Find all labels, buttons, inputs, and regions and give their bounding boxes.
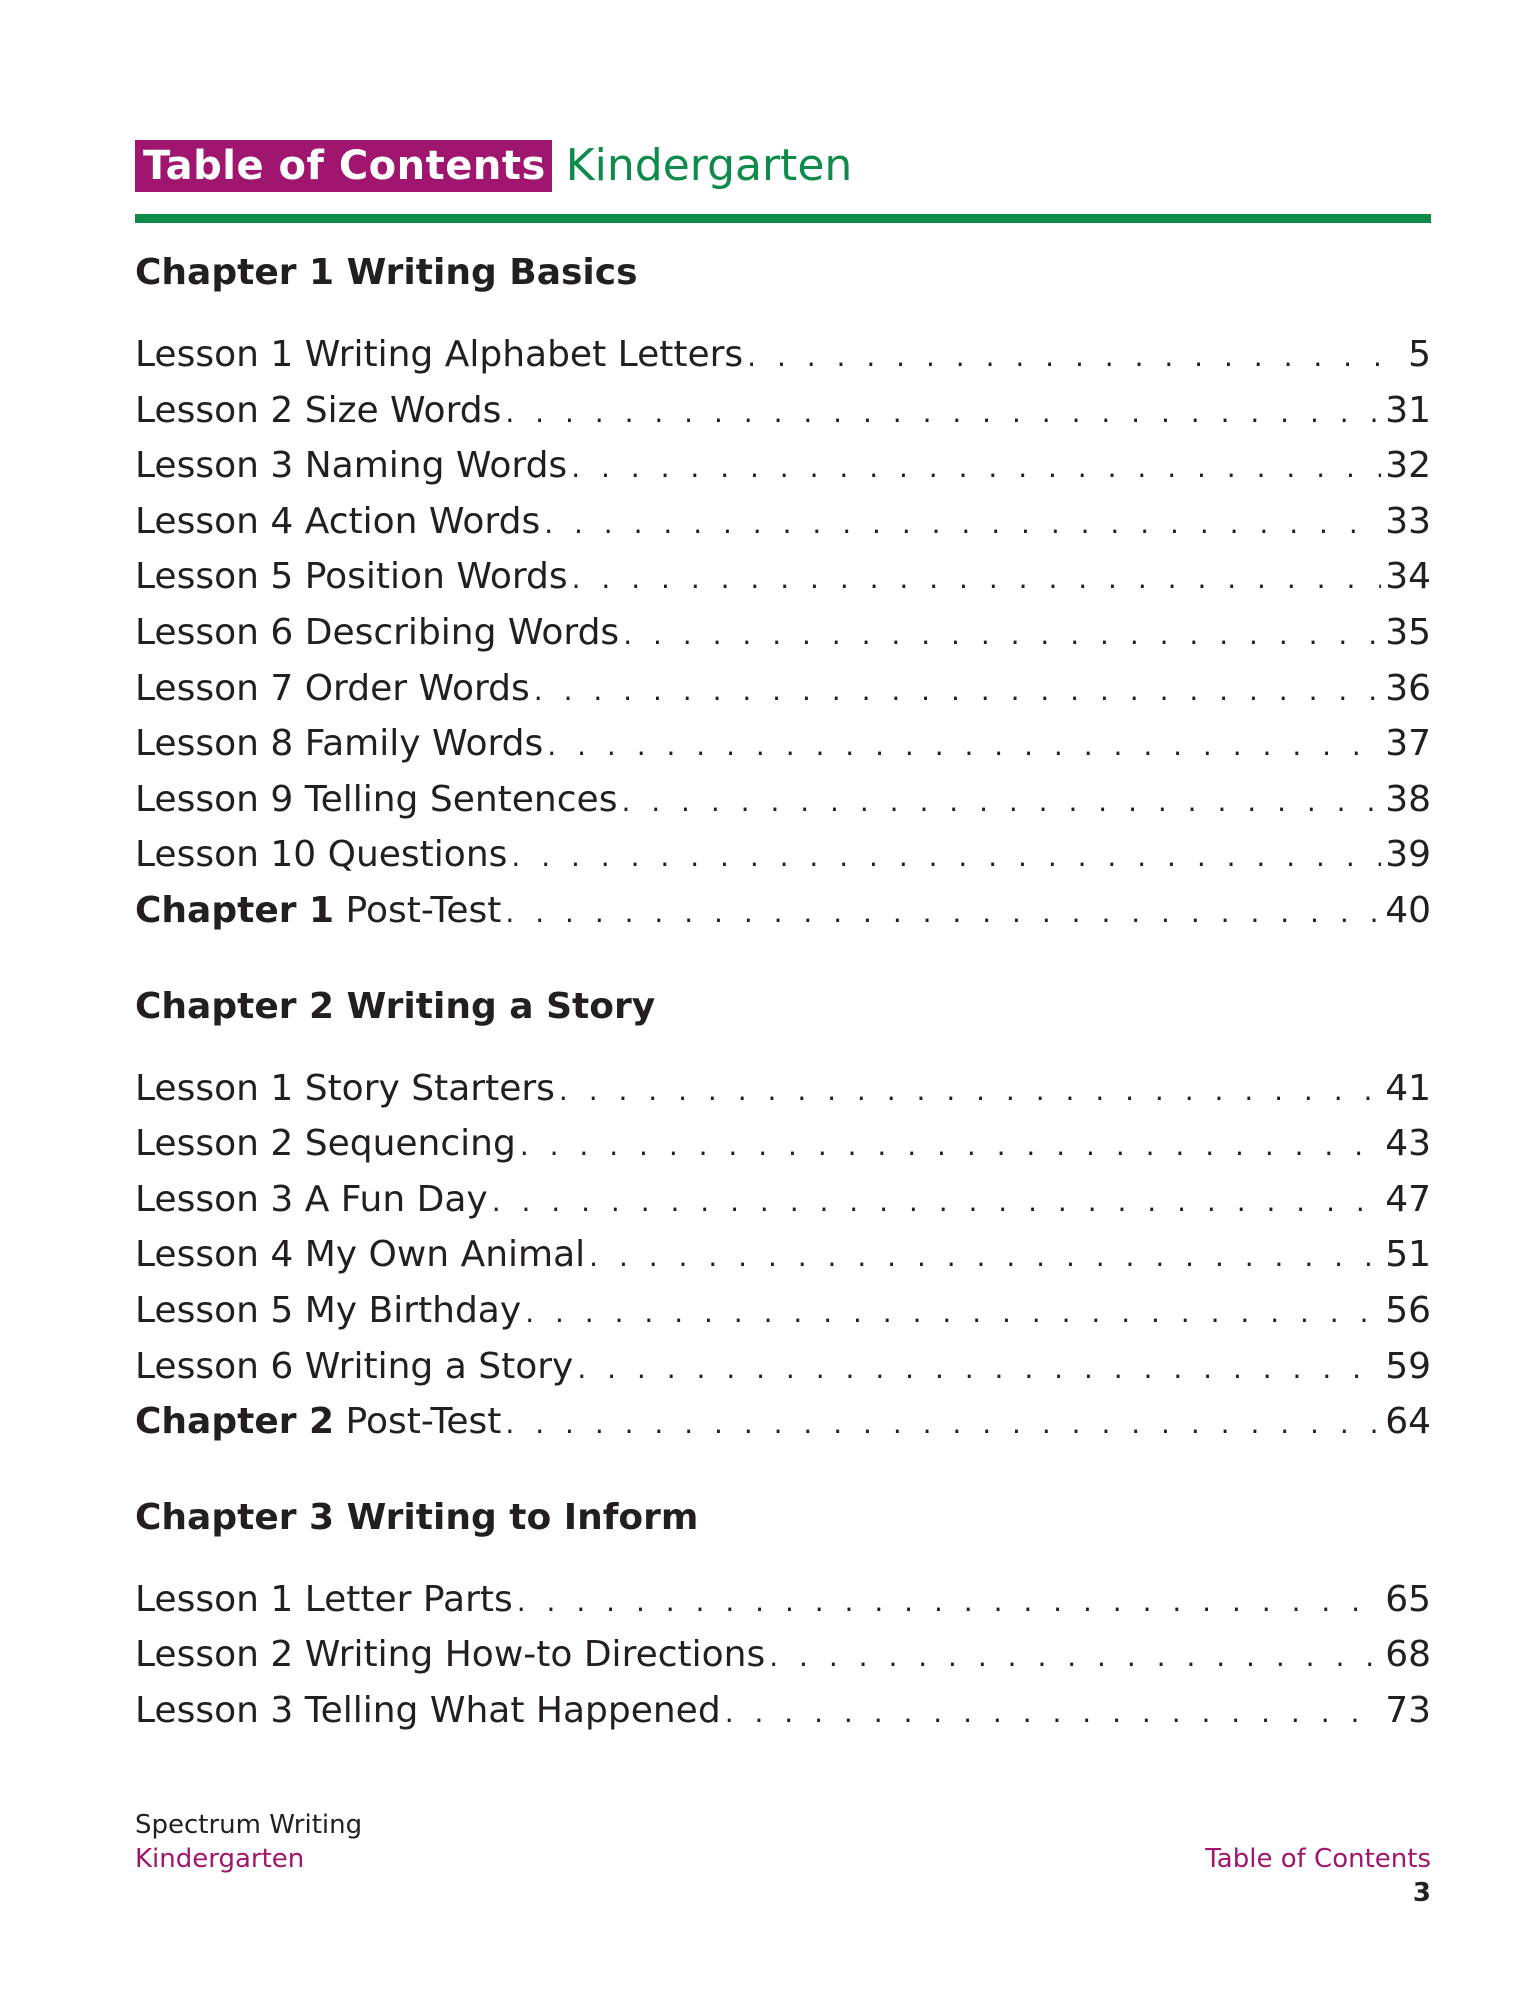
- toc-entry-page-number: 65: [1385, 1578, 1431, 1620]
- toc-entry[interactable]: [135, 549, 1431, 605]
- toc-entry[interactable]: [135, 494, 1431, 550]
- toc-entry-page-number: 32: [1385, 445, 1431, 487]
- dot-leader: [621, 774, 1381, 830]
- chapter-section: [135, 1494, 1431, 1739]
- toc-entry[interactable]: [135, 1683, 1431, 1739]
- toc-entry-page-number: 5: [1408, 334, 1431, 375]
- dot-leader: [747, 329, 1404, 385]
- chapter-title: Chapter 3 Writing to Inform: [135, 1496, 699, 1538]
- toc-entry[interactable]: [135, 1627, 1431, 1683]
- toc-entry-page-number: 47: [1385, 1178, 1431, 1220]
- toc-entry-label: Lesson 4 Action Words: [135, 500, 541, 542]
- toc-entry-page-number: 31: [1385, 389, 1431, 431]
- toc-entry[interactable]: [135, 605, 1431, 661]
- toc-entry[interactable]: [135, 1227, 1431, 1283]
- dot-leader: [525, 1285, 1381, 1341]
- dot-leader: [520, 1118, 1381, 1174]
- footer-grade: Kindergarten: [135, 1844, 305, 1874]
- toc-entry[interactable]: [135, 661, 1431, 717]
- dot-leader: [577, 1341, 1381, 1397]
- toc-entry[interactable]: [135, 327, 1431, 383]
- dot-leader: [559, 1063, 1381, 1119]
- dot-leader: [547, 718, 1381, 774]
- chapter-section: [135, 983, 1431, 1450]
- toc-entry-label: Lesson 2 Writing How-to Directions: [135, 1634, 766, 1676]
- toc-entry-label: Lesson 7 Order Words: [135, 667, 530, 709]
- grade-subtitle: Kindergarten: [565, 140, 853, 191]
- toc-entry-page-number: 41: [1385, 1067, 1431, 1109]
- toc-entry-label: Lesson 1 Writing Alphabet Letters: [135, 334, 744, 375]
- toc-list: [135, 1061, 1431, 1450]
- dot-leader: [517, 1574, 1381, 1630]
- footer-series: Spectrum Writing: [135, 1810, 363, 1840]
- toc-entry[interactable]: [135, 438, 1431, 494]
- toc-entry-page-number: 73: [1385, 1689, 1431, 1731]
- toc-entry[interactable]: [135, 772, 1431, 828]
- toc-entry-label: Lesson 8 Family Words: [135, 723, 544, 765]
- page-title: Table of Contents: [135, 140, 552, 192]
- dot-leader: [505, 885, 1381, 941]
- dot-leader: [769, 1629, 1381, 1685]
- chapter-title: Chapter 1 Writing Basics: [135, 252, 638, 293]
- footer-right: [1205, 1842, 1431, 1910]
- toc-entry-label-text: Post-Test: [334, 889, 502, 931]
- toc-entry[interactable]: [135, 1116, 1431, 1172]
- dot-leader: [534, 663, 1381, 719]
- toc-entry-chapter-label: Chapter 2: [135, 1401, 335, 1443]
- toc-entry-label: Lesson 2 Sequencing: [135, 1123, 516, 1165]
- toc-entry-label: Lesson 6 Writing a Story: [135, 1345, 574, 1387]
- toc-entry-label: Lesson 9 Telling Sentences: [135, 778, 618, 820]
- toc-entry-page-number: 40: [1385, 889, 1431, 931]
- footer-left: [135, 1808, 362, 1876]
- dot-leader: [571, 440, 1381, 496]
- toc-entry-label: Lesson 2 Size Words: [135, 389, 502, 431]
- toc-entry-page-number: 35: [1385, 611, 1431, 653]
- page-header: [135, 130, 1431, 202]
- dot-leader: [492, 1174, 1382, 1230]
- toc-page: [135, 130, 1431, 1738]
- toc-entry[interactable]: [135, 383, 1431, 439]
- toc-entry-label: Lesson 4 My Own Animal: [135, 1234, 586, 1276]
- toc-entry-label: Lesson 5 My Birthday: [135, 1289, 522, 1331]
- toc-entry-page-number: 36: [1385, 667, 1431, 709]
- toc-entry[interactable]: [135, 716, 1431, 772]
- toc-entry-label: [135, 883, 501, 939]
- toc-entry-page-number: 33: [1385, 500, 1431, 542]
- toc-entry-chapter-label: Chapter 1: [135, 889, 335, 931]
- dot-leader: [572, 551, 1382, 607]
- footer-section: Table of Contents: [1205, 1844, 1431, 1874]
- toc-entry[interactable]: [135, 1283, 1431, 1339]
- chapters-container: [135, 249, 1431, 1738]
- dot-leader: [725, 1685, 1382, 1741]
- dot-leader: [623, 607, 1381, 663]
- toc-entry-label: Lesson 3 Telling What Happened: [135, 1689, 721, 1731]
- toc-entry-page-number: 34: [1385, 556, 1431, 598]
- toc-list: [135, 327, 1431, 939]
- toc-list: [135, 1572, 1431, 1739]
- toc-entry[interactable]: [135, 1061, 1431, 1117]
- toc-entry[interactable]: [135, 883, 1431, 939]
- toc-entry-page-number: 51: [1385, 1234, 1431, 1276]
- toc-entry-page-number: 38: [1385, 778, 1431, 820]
- dot-leader: [589, 1229, 1381, 1285]
- dot-leader: [511, 829, 1381, 885]
- toc-entry-page-number: 56: [1385, 1289, 1431, 1331]
- toc-entry[interactable]: [135, 1339, 1431, 1395]
- toc-entry-page-number: 43: [1385, 1123, 1431, 1165]
- toc-entry-label-text: Post-Test: [334, 1401, 502, 1443]
- toc-entry-label: Lesson 1 Letter Parts: [135, 1578, 513, 1620]
- dot-leader: [505, 1396, 1381, 1452]
- header-divider: [135, 214, 1431, 223]
- toc-entry-page-number: 59: [1385, 1345, 1431, 1387]
- toc-entry-label: Lesson 6 Describing Words: [135, 611, 620, 653]
- toc-entry-label: Lesson 1 Story Starters: [135, 1067, 555, 1109]
- toc-entry-label: Lesson 5 Position Words: [135, 556, 568, 598]
- chapter-title: Chapter 2 Writing a Story: [135, 985, 656, 1027]
- toc-entry-label: Lesson 3 A Fun Day: [135, 1178, 488, 1220]
- page-number: 3: [1412, 1878, 1431, 1908]
- toc-entry[interactable]: [135, 1572, 1431, 1628]
- dot-leader: [544, 496, 1381, 552]
- dot-leader: [505, 385, 1381, 441]
- toc-entry-label: Lesson 3 Naming Words: [135, 445, 568, 487]
- toc-entry[interactable]: [135, 827, 1431, 883]
- toc-entry-label: Lesson 10 Questions: [135, 834, 508, 876]
- toc-entry-page-number: 68: [1385, 1634, 1431, 1676]
- toc-entry[interactable]: [135, 1172, 1431, 1228]
- toc-entry-label: [135, 1394, 501, 1450]
- chapter-section: [135, 249, 1431, 939]
- toc-entry[interactable]: [135, 1394, 1431, 1450]
- toc-entry-page-number: 39: [1385, 834, 1431, 876]
- toc-entry-page-number: 64: [1385, 1401, 1431, 1443]
- toc-entry-page-number: 37: [1385, 723, 1431, 765]
